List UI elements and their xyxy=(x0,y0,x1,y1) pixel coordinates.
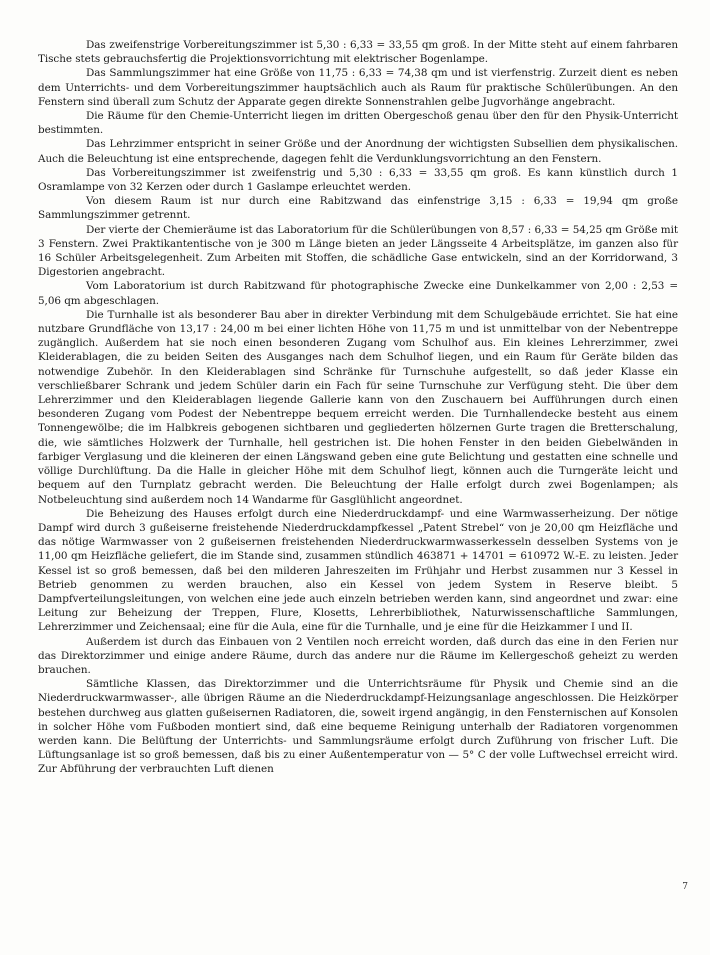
paragraph: Vom Laboratorium ist durch Rabitzwand für photographische Zwecke eine Dunkelkammer von 2,00 : 2,53 = 5,06 qm abgeschlagen. xyxy=(38,280,678,307)
paragraph: Der vierte der Chemieräume ist das Laboratorium für die Schülerübungen von 8,57 : 6,33 = 54,25 qm Größe mit 3 Fenstern. Zwei Praktikantentische von je 300 m Länge bieten an jeder Längsseite 4 Arbeitsplätze, im ganzen also für 16 Schüler Arbeitsgelegenheit. Zum Arbeiten mit Stoffen, die schädliche Gase entwickeln, sind an der Korridorwand, 3 Digestorien angebracht. xyxy=(38,223,678,279)
paragraph: Sämtliche Klassen, das Direktorzimmer und die Unterrichtsräume für Physik und Chemie sind an die Niederdruckwarmwasser-, alle übrigen Räume an die Niederdruckdampf-Heizungsanlage angeschlossen. Die Heizkörper bestehen durchweg aus glatten gußeisernen Radiatoren, die, soweit irgend angängig, in den Fensternischen auf Konsolen in solcher Höhe vom Fußboden montiert sind, daß eine bequeme Reinigung unterhalb der Radiatoren vorgenommen werden kann. Die Belüftung der Unterrichts- und Sammlungsräume erfolgt durch Zuführung von frischer Luft. Die Lüftungsanlage ist so groß bemessen, daß bis zu einer Außentemperatur von — 5° C der volle Luftwechsel erreicht wird. Zur Abführung der verbrauchten Luft dienen xyxy=(38,678,678,776)
paragraph: Die Räume für den Chemie-Unterricht liegen im dritten Obergeschoß genau über den für den Physik-Unterricht bestimmten. xyxy=(38,110,678,137)
paragraph: Die Turnhalle ist als besonderer Bau aber in direkter Verbindung mit dem Schulgebäude errichtet. Sie hat eine nutzbare Grundfläche von 13,17 : 24,00 m bei einer lichten Höhe von 11,75 m und ist unmittelbar von der Nebentreppe zugänglich. Außerdem hat sie noch einen besonderen Zugang vom Schulhof aus. Ein kleines Lehrerzimmer, zwei Kleiderablagen, die zu beiden Seiten des Ausganges nach dem Schulhof liegen, und ein Raum für Geräte bilden das notwendige Zubehör. In den Kleiderablagen sind Schränke für Turnschuhe aufgestellt, so daß jeder Klasse ein verschließbarer Schrank und jedem Schüler darin ein Fach für seine Turnschuhe zur Verfügung steht. Die über dem Lehrerzimmer und den Kleiderablagen liegende Gallerie kann von den Zuschauern bei Aufführungen durch einen besonderen Zugang vom Podest der Nebentreppe bequem erreicht werden. Die Turnhallendecke besteht aus einem Tonnengewölbe; die im Halbkreis gebogenen sichtbaren und gegliederten hölzernen Gurte tragen die Bretterschalung, die, wie sämtliches Holzwerk der Turnhalle, hell gestrichen ist. Die hohen Fenster in den beiden Giebelwänden in farbiger Verglasung und die kleineren der einen Längswand geben eine gute Belichtung und gestatten eine schnelle und völlige Durchlüftung. Da die Halle in gleicher Höhe mit dem Schulhof liegt, können auch die Turngeräte leicht und bequem auf den Turnplatz gebracht werden. Die Beleuchtung der Halle erfolgt durch zwei Bogenlampen; als Notbeleuchtung sind außerdem noch 14 Wandarme für Gasglühlicht angeordnet. xyxy=(38,308,678,506)
paragraph: Das Vorbereitungszimmer ist zweifenstrig und 5,30 : 6,33 = 33,55 qm groß. Es kann künstlich durch 1 Osramlampe von 32 Kerzen oder durch 1 Gaslampe erleuchtet werden. xyxy=(38,166,678,194)
paragraph: Das Lehrzimmer entspricht in seiner Größe und der Anordnung der wichtigsten Subsellien dem physikalischen. Auch die Beleuchtung ist eine entsprechende, dagegen fehlt die Verdunklungsvorrichtung an den Fenstern. xyxy=(38,138,678,165)
paragraph: Von diesem Raum ist nur durch eine Rabitzwand das einfenstrige 3,15 : 6,33 = 19,94 qm große Sammlungszimmer getrennt. xyxy=(38,195,678,222)
page-number: 7 xyxy=(682,882,688,892)
paragraph: Die Beheizung des Hauses erfolgt durch eine Niederdruckdampf- und eine Warmwasserheizung. Der nötige Dampf wird durch 3 gußeiserne freistehende Niederdruckdampfkessel „Patent Strebel“ von je 20,00 qm Heizfläche und das nötige Warmwasser von 2 gußeisernen freistehenden Niederdruckwarmwasserkesseln desselben Systems von je 11,00 qm Heizfläche geliefert, die im Stande sind, zusammen stündlich 463871 + 14701 = 610972 W.-E. zu leisten. Jeder Kessel ist so groß bemessen, daß bei den milderen Jahreszeiten im Frühjahr und Herbst zusammen nur 3 Kessel in Betrieb genommen zu werden brauchen, also ein Kessel von jedem System in Reserve bleibt. 5 Dampfverteilungsleitungen, von welchen eine jede auch einzeln betrieben werden kann, sind angeordnet und zwar: eine Leitung zur Beheizung der Treppen, Flure, Klosetts, Lehrerbibliothek, Naturwissenschaftliche Sammlungen, Lehrerzimmer und Zeichensaal; eine für die Aula, eine für die Turnhalle, und je eine für die Heizkammer I und II. xyxy=(38,507,678,634)
page-body xyxy=(38,38,678,777)
paragraph: Außerdem ist durch das Einbauen von 2 Ventilen noch erreicht worden, daß durch das eine in den Ferien nur das Direktorzimmer und einige andere Räume, durch das andere nur die Räume im Kellergeschoß geheizt zu werden brauchen. xyxy=(38,635,678,676)
paragraph: Das zweifenstrige Vorbereitungszimmer ist 5,30 : 6,33 = 33,55 qm groß. In der Mitte steht auf einem fahrbaren Tische stets gebrauchsfertig die Projektionsvorrichtung mit elektrischer Bogenlampe. xyxy=(38,39,678,66)
paragraph: Das Sammlungszimmer hat eine Größe von 11,75 : 6,33 = 74,38 qm und ist vierfenstrig. Zurzeit dient es neben dem Unterrichts- und dem Vorbereitungszimmer hauptsächlich auch als Raum für praktische Schülerübungen. An den Fenstern sind überall zum Schutz der Apparate gegen direkte Sonnenstrahlen gelbe Jugvorhänge angebracht. xyxy=(38,67,678,108)
